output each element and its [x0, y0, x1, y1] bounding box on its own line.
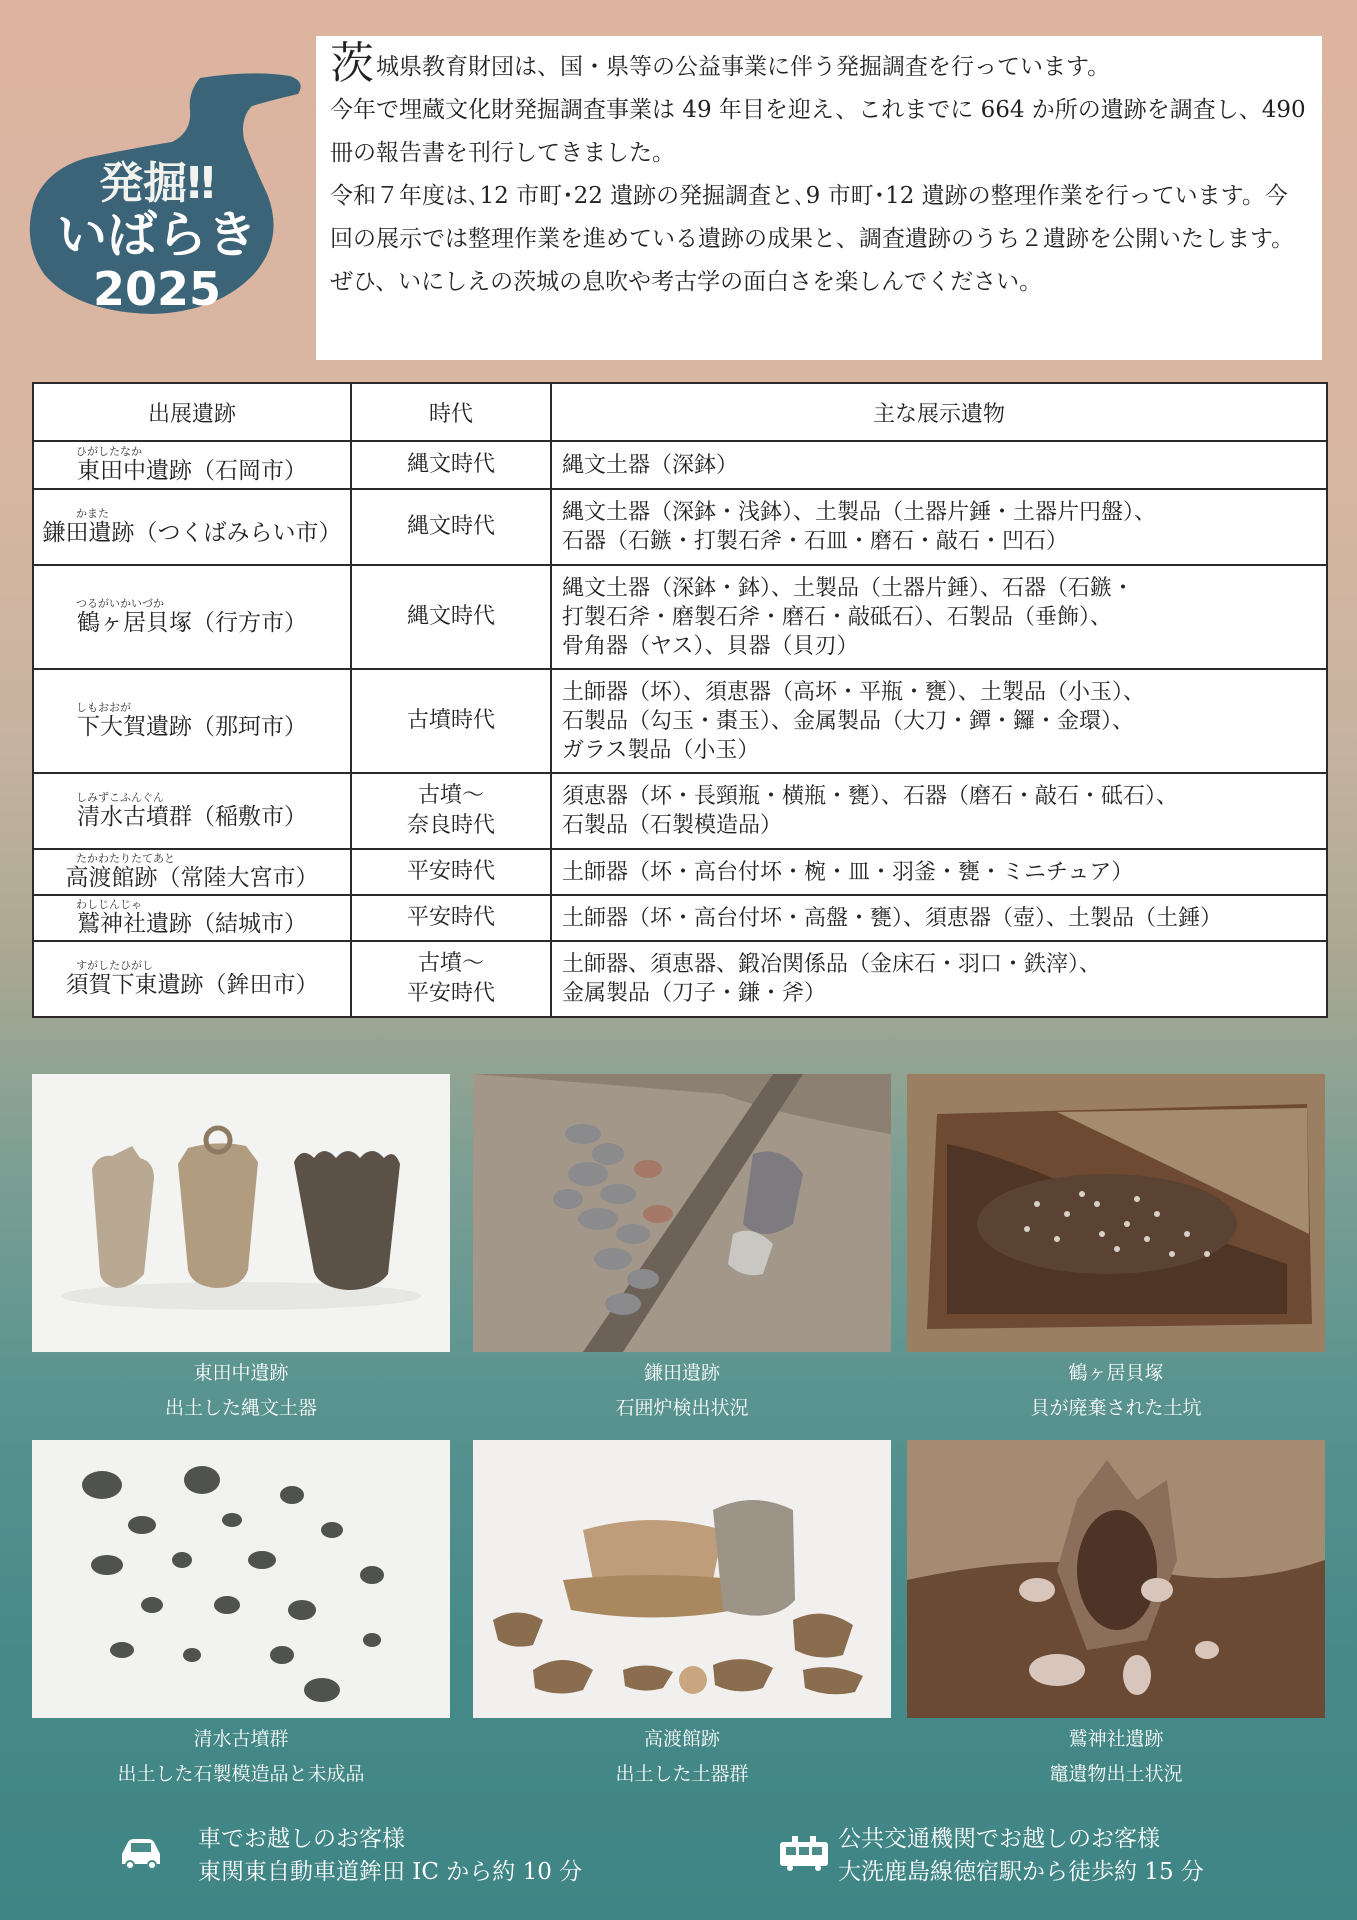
photo-higashitanaka-pottery [32, 1074, 450, 1352]
photo-washijinja-kamado [907, 1440, 1325, 1718]
table-row [33, 895, 1327, 941]
cell-site [33, 565, 351, 669]
cell-site [33, 441, 351, 489]
cell-items: 縄文土器（深鉢） [551, 441, 1327, 489]
cell-items: 須恵器（坏・長頸瓶・横瓶・甕）、石器（磨石・敲石・砥石）、 石製品（石製模造品） [551, 773, 1327, 849]
cell-era: 縄文時代 [351, 565, 551, 669]
cell-site [33, 849, 351, 895]
cell-era: 縄文時代 [351, 441, 551, 489]
site-name: 須賀下東遺跡（鉾田市） [65, 972, 319, 998]
cell-era: 縄文時代 [351, 489, 551, 565]
intro-paragraph-3: 令和７年度は､12 市町･22 遺跡の発掘調査と､9 市町･12 遺跡の整理作業を行っています。今回の展示では整理作業を進めている遺跡の成果と、調査遺跡のうち２遺跡を公開いたします。 [330, 183, 1295, 252]
site-ruby: ひがしたなか [76, 445, 142, 458]
access-train-detail: 大洗鹿島線徳宿駅から徒歩約 15 分 [838, 1859, 1204, 1885]
cell-site [33, 941, 351, 1017]
site-name: 下大賀遺跡（那珂市） [77, 714, 307, 740]
photo-tsurugai-shell-pit [907, 1074, 1325, 1352]
table-row [33, 565, 1327, 669]
cell-items: 土師器、須恵器、鍛冶関係品（金床石・羽口・鉄滓）、 金属製品（刀子・鎌・斧） [551, 941, 1327, 1017]
access-car-title: 車でお越しのお客様 [198, 1826, 405, 1852]
access-car-detail: 東関東自動車道鉾田 IC から約 10 分 [198, 1859, 583, 1885]
logo-title-line1: 発掘‼ [99, 158, 215, 209]
site-ruby: わしじんじゃ [76, 898, 142, 911]
photo-kamata-hearth [473, 1074, 891, 1352]
table-row [33, 773, 1327, 849]
cell-site [33, 895, 351, 941]
cell-era: 平安時代 [351, 849, 551, 895]
photo-takawatari-pottery [473, 1440, 891, 1718]
table-row [33, 669, 1327, 773]
caption-3: 鶴ヶ居貝塚 貝が廃棄された土坑 [1030, 1362, 1202, 1419]
cell-items: 土師器（坏）、須恵器（高坏・平瓶・甕）、土製品（小玉）、 石製品（勾玉・棗玉）、金属製品（大刀・鐔・鑼・金環）、 ガラス製品（小玉） [551, 669, 1327, 773]
access-train [838, 1823, 1204, 1889]
caption-1: 東田中遺跡 出土した縄文土器 [164, 1362, 317, 1419]
logo-year: 2025 [92, 262, 222, 316]
exhibit-table [32, 382, 1326, 1022]
intro-initial: 茨 [330, 38, 374, 89]
cell-era: 古墳～ 奈良時代 [351, 773, 551, 849]
access-car [198, 1823, 582, 1889]
site-ruby: つるがいかいづか [76, 597, 164, 610]
caption-2: 鎌田遺跡 石囲炉検出状況 [615, 1362, 749, 1419]
site-name: 鷲神社遺跡（結城市） [77, 911, 307, 937]
intro-box [316, 36, 1322, 360]
cell-site [33, 773, 351, 849]
cell-site [33, 489, 351, 565]
site-name: 東田中遺跡（石岡市） [77, 458, 307, 484]
photo-shimizu-stone-models [32, 1440, 450, 1718]
site-name: 清水古墳群（稲敷市） [77, 804, 307, 830]
site-ruby: しもおおが [76, 701, 131, 714]
caption-4: 清水古墳群 出土した石製模造品と未成品 [117, 1728, 365, 1785]
table-row [33, 441, 1327, 489]
cell-items: 土師器（坏・高台付坏・高盤・甕）、須恵器（壺）、土製品（土錘） [551, 895, 1327, 941]
header-site: 出展遺跡 [33, 383, 351, 441]
site-name: 高渡館跡（常陸大宮市） [65, 865, 319, 891]
header-items: 主な展示遺物 [551, 383, 1327, 441]
header-era: 時代 [351, 383, 551, 441]
car-icon [118, 1836, 164, 1870]
table-row [33, 489, 1327, 565]
caption-5: 高渡館跡 出土した土器群 [615, 1728, 749, 1785]
cell-era: 古墳時代 [351, 669, 551, 773]
cell-site [33, 669, 351, 773]
table-row [33, 849, 1327, 895]
logo-title-line2: いばらき [57, 206, 257, 264]
site-ruby: かまた [76, 507, 109, 520]
intro-paragraph-1: 茨城県教育財団は、国・県等の公益事業に伴う発掘調査を行っています。 [330, 38, 1111, 89]
caption-6: 鷲神社遺跡 竈遺物出土状況 [1049, 1728, 1183, 1785]
access-train-title: 公共交通機関でお越しのお客様 [838, 1826, 1160, 1852]
train-icon [778, 1836, 830, 1872]
cell-items: 縄文土器（深鉢・浅鉢）、土製品（土器片錘・土器片円盤）、 石器（石鏃・打製石斧・石皿・磨石・敲石・凹石） [551, 489, 1327, 565]
cell-era: 平安時代 [351, 895, 551, 941]
site-name: 鶴ヶ居貝塚（行方市） [77, 610, 307, 636]
cell-era: 古墳～ 平安時代 [351, 941, 551, 1017]
site-ruby: しみずこふんぐん [76, 791, 164, 804]
intro-paragraph-2: 今年で埋蔵文化財発掘調査事業は 49 年目を迎え、これまでに 664 か所の遺跡を調査し、490 冊の報告書を刊行してきました。 [330, 97, 1306, 166]
cell-items: 縄文土器（深鉢・鉢）、土製品（土器片錘）、石器（石鏃・ 打製石斧・磨製石斧・磨石・敲砥石）、石製品（垂飾）、 骨角器（ヤス）、貝器（貝刃） [551, 565, 1327, 669]
intro-paragraph-4: ぜひ、いにしえの茨城の息吹や考古学の面白さを楽しんでください。 [330, 269, 1043, 295]
table-row [33, 941, 1327, 1017]
site-name: 鎌田遺跡（つくばみらい市） [42, 520, 342, 546]
cell-items: 土師器（坏・高台付坏・椀・皿・羽釜・甕・ミニチュア） [551, 849, 1327, 895]
site-ruby: すがしたひがし [76, 959, 153, 972]
site-ruby: たかわたりたてあと [76, 852, 175, 865]
table-header-row [33, 383, 1327, 441]
exhibition-logo [22, 70, 312, 320]
